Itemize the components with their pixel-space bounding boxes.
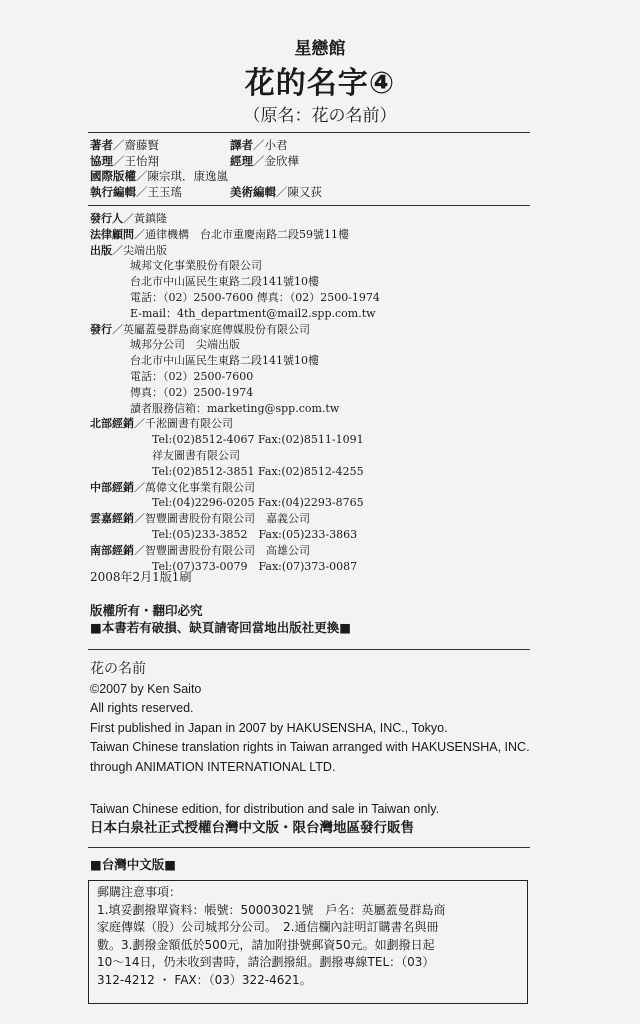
publish-email: E-mail：4th_department@mail2.spp.com.tw bbox=[130, 306, 376, 320]
credit-label: 譯者 bbox=[230, 138, 253, 152]
notice-line: 郵購注意事項： bbox=[97, 885, 182, 899]
dealer-line: 千淞圖書有限公司 bbox=[145, 417, 233, 431]
divider bbox=[88, 132, 530, 133]
copyright-line: Taiwan Chinese translation rights in Taiwan arranged with HAKUSENSHA, INC. bbox=[90, 740, 530, 754]
dealer-line: 萬偉文化事業有限公司 bbox=[145, 480, 255, 494]
publisher: 尖端出版 bbox=[123, 243, 167, 257]
version-label: ■台灣中文版■ bbox=[90, 857, 177, 872]
credit-label: 執行編輯 bbox=[90, 184, 136, 199]
japanese-title: 花の名前 bbox=[90, 661, 146, 677]
publisher-name: 星戀館 bbox=[294, 39, 346, 59]
taiwan-edition bbox=[90, 800, 620, 838]
publish-line: 台北市中山區民生東路二段141號10樓 bbox=[130, 275, 319, 289]
notice-line: 10～14日，仍未收到書時，請洽劃撥組。劃撥專線TEL：（03） bbox=[97, 955, 435, 969]
credits bbox=[90, 138, 530, 200]
issuer-name: 黃鎮隆 bbox=[134, 212, 167, 225]
credit-value: 王怡翔 bbox=[124, 153, 159, 168]
legal-advisor: 通律機構 台北市重慶南路二段59號11樓 bbox=[145, 227, 349, 241]
distribute-line: 傳真：（02）2500-1974 bbox=[130, 385, 254, 399]
dealer-line: 智豐圖書股份有限公司 嘉義公司 bbox=[145, 512, 310, 526]
mail-order-notice bbox=[88, 880, 528, 1004]
rights-line: 版權所有・翻印必究 bbox=[90, 603, 203, 618]
dealer-line: 祥友圖書有限公司 bbox=[152, 448, 240, 462]
edition-zh: 日本白泉社正式授權台灣中文版・限台灣地區發行販售 bbox=[90, 820, 414, 836]
credit-value: 金欣樺 bbox=[264, 153, 299, 168]
credit-label: 協理 bbox=[90, 153, 113, 168]
credit-value: 陳宗琪．康逸嵐 bbox=[147, 169, 228, 183]
edition-date: 2008年2月1版1刷 bbox=[90, 570, 192, 584]
edition-en: Taiwan Chinese edition, for distribution and sale in Taiwan only. bbox=[90, 802, 440, 816]
divider bbox=[88, 649, 530, 650]
credit-value: 小君 bbox=[264, 138, 288, 152]
copyright-line: through ANIMATION INTERNATIONAL LTD. bbox=[90, 759, 336, 774]
original-title: （原名：花の名前） bbox=[243, 106, 397, 126]
notice-line: 數。3.劃撥金額低於500元，請加附掛號郵資50元。如劃撥日起 bbox=[97, 937, 435, 952]
dealer-line: 智豐圖書股份有限公司 高雄公司 bbox=[145, 543, 310, 557]
credit-label: 美術編輯 bbox=[230, 184, 276, 199]
credit-value: 陳又荻 bbox=[287, 184, 322, 199]
dealer-line: Tel:(07)373-0079 Fax:(07)373-0087 bbox=[152, 559, 358, 573]
notice-line: 312-4212 ・ FAX：（03）322-4621。 bbox=[97, 972, 312, 987]
distribute-email: 讀者服務信箱：marketing@spp.com.tw bbox=[130, 401, 340, 415]
credit-label: 經理 bbox=[230, 153, 253, 168]
credit-value: 齋藤賢 bbox=[124, 138, 159, 152]
rights-line: ■本書若有破損、缺頁請寄回當地出版社更換■ bbox=[90, 620, 352, 635]
divider bbox=[88, 205, 530, 206]
credit-label: 著者 bbox=[90, 138, 113, 152]
book-title: 花的名字④ bbox=[244, 66, 396, 101]
rights-notice bbox=[90, 602, 351, 636]
distribute-line: 台北市中山區民生東路二段141號10樓 bbox=[130, 354, 319, 368]
distribute-line: 城邦分公司 尖端出版 bbox=[130, 338, 240, 352]
publish-line: 城邦文化事業股份有限公司 bbox=[130, 259, 262, 273]
copyright-line: First published in Japan in 2007 by HAKUSENSHA, INC., Tokyo. bbox=[90, 720, 448, 735]
distribute-line: 電話：（02）2500-7600 bbox=[130, 369, 254, 383]
credit-label: 國際版權 bbox=[90, 169, 136, 183]
distributor: 英屬蓋曼群島商家庭傳媒股份有限公司 bbox=[123, 322, 310, 336]
dealer-line: Tel:(02)8512-3851 Fax:(02)8512-4255 bbox=[152, 464, 364, 478]
credit-row: 國際版權／陳宗琪．康逸嵐 bbox=[90, 169, 228, 183]
publishing-info: 發行人／黃鎮隆 法律顧問／通律機構 台北市重慶南路二段59號11樓 出版／尖端出版 城邦文化事業股份有限公司 台北市中山區民生東路二段141號10樓 電話：（02）2500-7600 傳真：（02）2500-1974 E-mail：4th_department@mail2.spp.com.tw 發行／英屬蓋曼群島商家庭傳媒股份有限公司 城邦分公司 尖端出版 台北市中山區民生東路二段141號10樓 電話：（02）2500-7600 傳真：（02）2500-1974 讀者服務信箱：marketing@spp.com.tw 北部經銷／千淞圖書有限公司 Tel:(02)8512-4067 Fax:(02)8511-1091 祥友圖書有限公司 Tel:(02)8512-3851 Fax:(02)8512-4255 中部經銷／萬偉文化事業有限公司 Tel:(04)2296-0205 Fax:(04)2293-8765 雲嘉經銷／智豐圖書股份有限公司 嘉義公司 Tel:(05)233-3852 Fax:(05)233-3863 南部經銷／智豐圖書股份有限公司 高雄公司 Tel:(07)373-0079 Fax:(07)373-0087 bbox=[90, 211, 560, 574]
publish-line: 電話：（02）2500-7600 傳真：（02）2500-1974 bbox=[130, 290, 380, 304]
divider bbox=[88, 847, 530, 848]
credit-row: 著者／齋藤賢 譯者／小君 bbox=[90, 138, 288, 152]
notice-line: 1.填妥劃撥單資料：帳號：50003021號 戶名：英屬蓋曼群島商 bbox=[97, 902, 446, 917]
copyright-line: All rights reserved. bbox=[90, 701, 194, 715]
notice-line: 家庭傳媒（股）公司城邦分公司。 2.通信欄內註明訂購書名與冊 bbox=[97, 920, 439, 934]
english-copyright bbox=[90, 660, 620, 777]
dealer-line: Tel:(05)233-3852 Fax:(05)233-3863 bbox=[152, 527, 358, 541]
credit-row: 執行編輯／王玉瑤 美術編輯／陳又荻 bbox=[90, 184, 322, 199]
credit-row: 協理／王怡翔 經理／金欣樺 bbox=[90, 153, 299, 168]
copyright-line: ©2007 by Ken Saito bbox=[90, 681, 202, 696]
credit-value: 王玉瑤 bbox=[147, 184, 182, 199]
dealer-line: Tel:(04)2296-0205 Fax:(04)2293-8765 bbox=[152, 496, 364, 510]
dealer-line: Tel:(02)8512-4067 Fax:(02)8511-1091 bbox=[152, 433, 364, 447]
